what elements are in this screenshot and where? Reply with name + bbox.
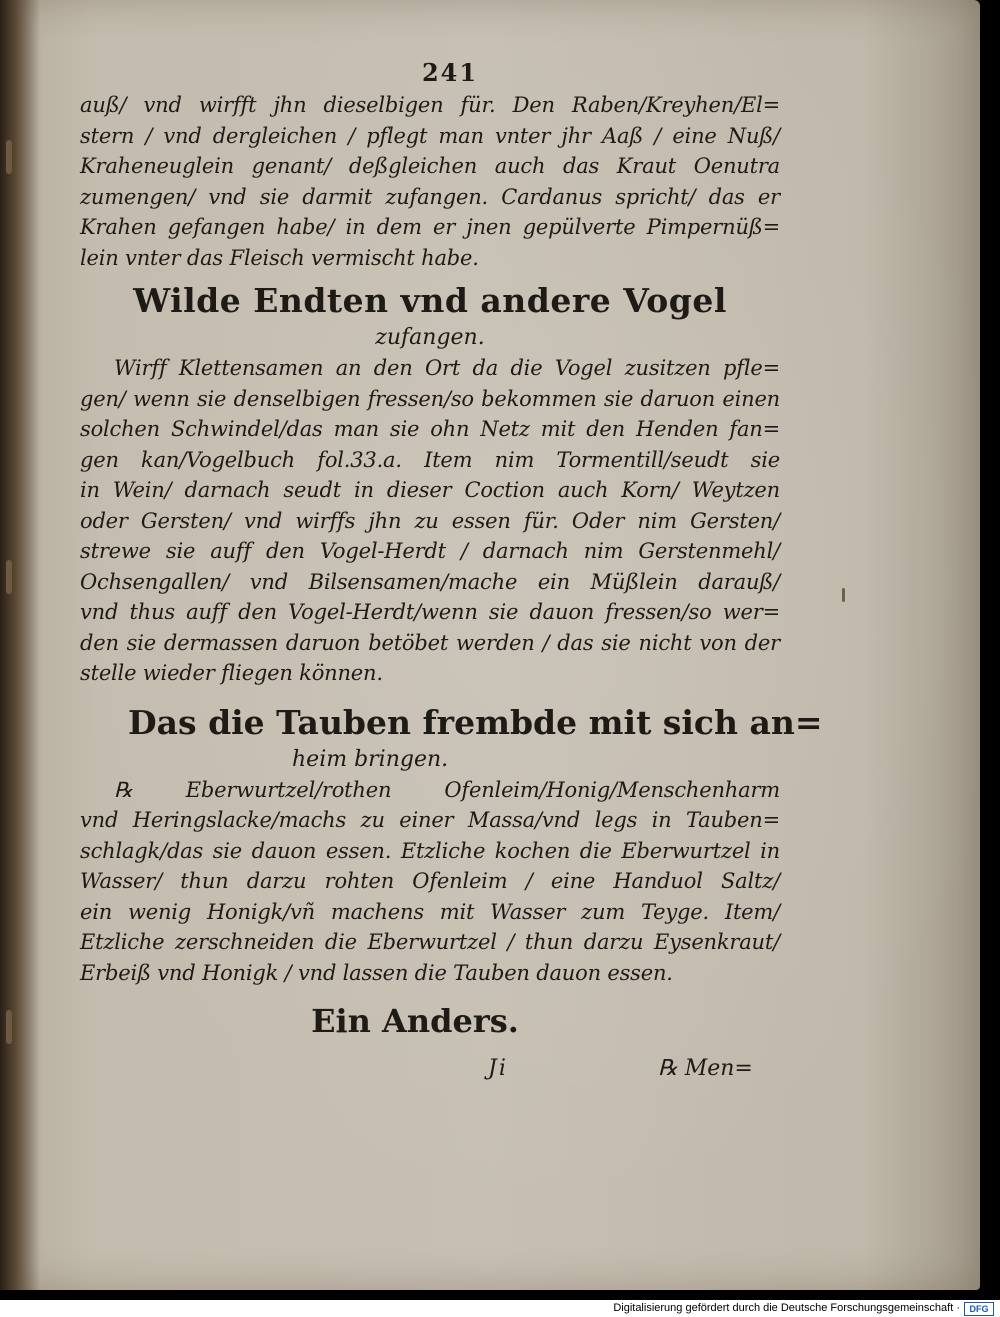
book-spine [0,0,40,1290]
paragraph-two [80,353,780,689]
text-line: auß/ vnd wirfft jhn dieselbigen für. Den Raben/Kreyhen/El= [80,93,780,117]
dfg-logo-icon: DFG [964,1302,994,1316]
text-line: Kraheneuglein genant/ deßgleichen auch das Kraut Oenutra [80,154,780,178]
page-number: 241 [421,58,479,87]
section-heading: Ein Anders. [311,1002,519,1040]
text-line: oder Gersten/ vnd wirffs jhn zu essen für. Oder nim Gersten/ [80,508,780,533]
ink-speck [842,588,845,602]
section-heading: Das die Tauben frembde mit sich an= [128,702,823,742]
section-heading: Wilde Endten vnd andere Vogel [133,281,727,320]
text-line: ein wenig Honigk/vñ machens mit Wasser zum Teyge. Item/ [80,899,780,924]
paragraph-one [80,90,780,273]
signature-mark: Ji [488,1056,508,1081]
paragraph-three [80,775,780,989]
text-line: Krahen gefangen habe/ in dem er jnen gepülverte Pimpernüß= [80,215,780,239]
text-line: ℞ Eberwurtzel/rothen Ofenleim/Honig/Menschenharm [114,777,780,802]
text-line: Wasser/ thun darzu rohten Ofenleim / eine Handuol Saltz/ [80,869,780,893]
text-line: Erbeiß vnd Honigk / vnd lassen die Tauben dauon essen. [80,960,673,985]
binding-thread [6,560,12,594]
text-line: strewe sie auff den Vogel-Herdt / darnach nim Gerstenmehl/ [80,539,780,563]
binding-thread [6,1010,12,1044]
binding-thread [6,140,12,174]
credit-bar [0,1300,1000,1317]
text-line: stern / vnd dergleichen / pflegt man vnter jhr Aaß / eine Nuß/ [80,123,780,148]
text-line: Wirff Klettensamen an den Ort da die Vogel zusitzen pfle= [114,356,780,380]
text-line: Ochsengallen/ vnd Bilsensamen/mache ein Müßlein darauß/ [80,569,780,594]
funding-credit: Digitalisierung gefördert durch die Deutsche Forschungsgemeinschaft · [613,1302,960,1314]
catchword: ℞ Men= [658,1056,753,1081]
text-line: Etzliche zerschneiden die Eberwurtzel / thun darzu Eysenkraut/ [80,930,780,954]
text-line: stelle wieder fliegen können. [80,661,383,685]
page-footer-marks [80,1052,780,1092]
text-line: gen/ wenn sie denselbigen fressen/so bekommen sie daruon einen [80,386,780,411]
page-text [80,56,823,1092]
text-line: zumengen/ vnd sie darmit zufangen. Cardanus spricht/ das er [80,184,780,209]
text-line: vnd thus auff den Vogel-Herdt/wenn sie dauon fressen/so wer= [80,600,780,624]
text-line: vnd Heringslacke/machs zu einer Massa/vnd legs in Tauben= [80,808,780,832]
text-line: in Wein/ darnach seudt in dieser Coction auch Korn/ Weytzen [80,478,780,502]
text-line: gen kan/Vogelbuch fol.33.a. Item nim Tormentill/seudt sie [80,447,780,472]
text-line: schlagk/das sie dauon essen. Etzliche kochen die Eberwurtzel in [80,838,780,863]
text-line: solchen Schwindel/das man sie ohn Netz mit den Henden fan= [80,417,780,441]
section-subheading: zufangen. [375,325,485,350]
text-line: lein vnter das Fleisch vermischt habe. [80,245,479,270]
section-subheading: heim bringen. [292,746,449,772]
text-line: den sie dermassen daruon betöbet werden / das sie nicht von der [80,630,780,655]
